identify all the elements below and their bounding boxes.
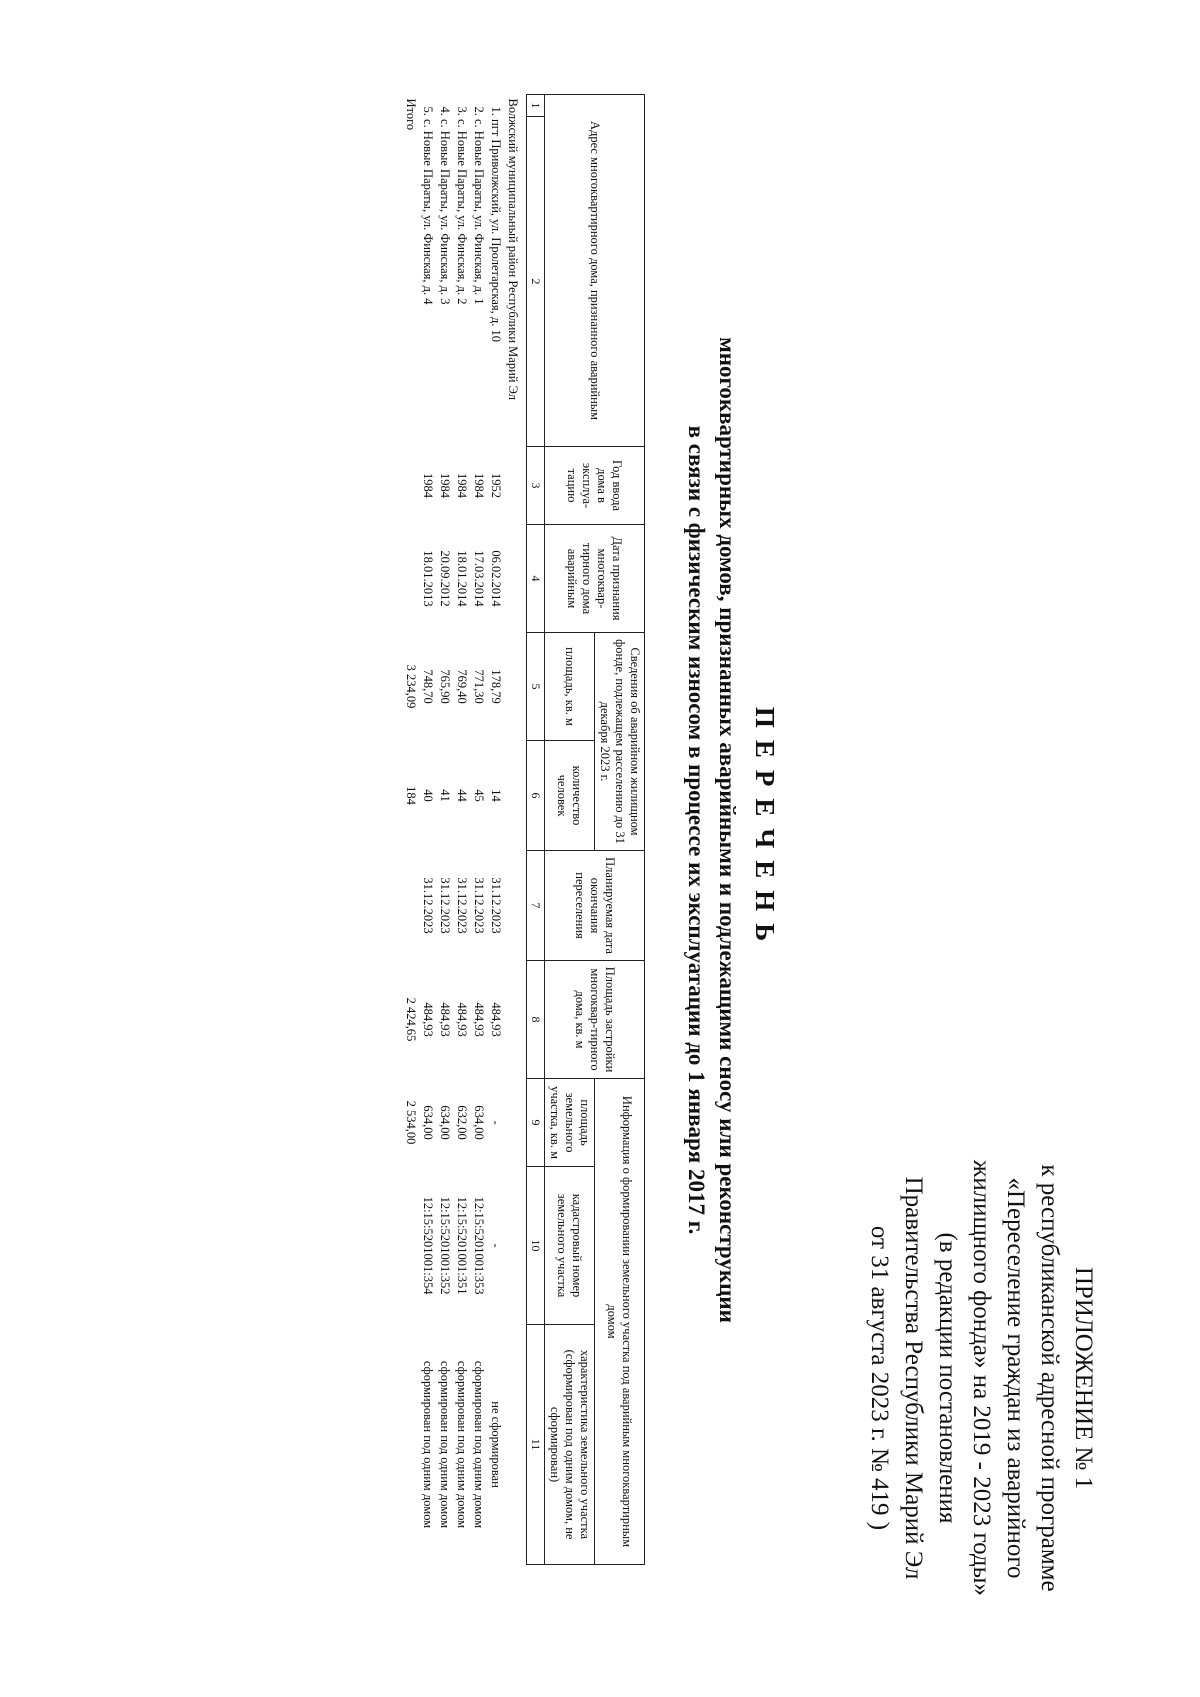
- appendix-line: от 31 августа 2023 г. № 419 ): [866, 1225, 893, 1531]
- header-year: Год ввода дома в эксплуа-тацию: [545, 447, 645, 525]
- row-characteristic: не сформирован: [489, 1401, 503, 1488]
- row-cadastral: 12:15:5201001:354: [421, 1196, 435, 1295]
- row-address: [453, 95, 470, 447]
- total-row: [402, 95, 419, 1565]
- header-people: количество человек: [545, 741, 595, 851]
- region-row: [504, 95, 527, 1565]
- header-date-recognized: Дата признания многоквар-тирного дома аварийным: [545, 525, 645, 633]
- row-planned: 31.12.2023: [489, 877, 503, 934]
- header-area: площадь, кв. м: [545, 633, 595, 741]
- header-row-1: [595, 95, 645, 1565]
- column-number: 7: [527, 851, 545, 961]
- row-cadastral: 12:15:5201001:352: [438, 1196, 452, 1295]
- column-number: 4: [527, 525, 545, 633]
- row-year: 1984: [438, 473, 452, 499]
- row-number: 4.: [438, 106, 452, 116]
- row-building: 484,93: [472, 1002, 486, 1037]
- row-address: [419, 95, 436, 447]
- houses-table: [402, 94, 645, 1565]
- total-land-area: 2 534,00: [404, 1100, 418, 1145]
- column-number: 11: [527, 1325, 545, 1565]
- column-number: 6: [527, 741, 545, 851]
- row-planned: 31.12.2023: [438, 877, 452, 934]
- header-characteristic: характеристика земельного участка (сформирован под одним домом, не сформирован): [545, 1325, 595, 1565]
- row-cadastral: 12:15:5201001:351: [455, 1196, 469, 1295]
- row-year: 1984: [472, 473, 486, 499]
- row-cadastral: -: [489, 1243, 503, 1248]
- appendix-header: [862, 1118, 1100, 1638]
- row-planned: 31.12.2023: [455, 877, 469, 934]
- header-emergency-group: Сведения об аварийном жилищном фонде, подлежащем расселению до 31 декабря 2023 г.: [595, 633, 645, 851]
- table-row: [436, 95, 453, 1565]
- row-address-text: с. Новые Параты, ул. Финская, д. 4: [421, 119, 435, 305]
- row-year: 1952: [489, 473, 503, 499]
- header-planned-date: Планируемая дата окончания переселения: [545, 851, 645, 961]
- row-year: 1984: [421, 473, 435, 499]
- row-address: [487, 95, 504, 447]
- row-date: 06.02.2014: [489, 550, 503, 607]
- header-building-area: Площадь застройки многоквар-тирного дома, кв. м: [545, 961, 645, 1079]
- document-title: [681, 120, 780, 1540]
- row-characteristic: сформирован под одним домом: [455, 1360, 469, 1529]
- row-area: 765,90: [438, 669, 452, 704]
- row-address-text: с. Новые Параты, ул. Финская, д. 2: [455, 119, 469, 305]
- row-land-area: 634,00: [472, 1105, 486, 1140]
- row-address: [436, 95, 453, 447]
- total-label: Итого: [404, 98, 418, 131]
- appendix-line: жилищного фонда» на 2019 - 2023 годы»: [968, 1160, 995, 1596]
- row-cadastral: 12:15:5201001:353: [472, 1196, 486, 1295]
- row-address-text: с. Новые Параты, ул. Финская, д. 3: [438, 119, 452, 305]
- appendix-line: ПРИЛОЖЕНИЕ № 1: [1070, 1266, 1097, 1490]
- table-row: [419, 95, 436, 1565]
- title-heading: ПЕРЕЧЕНЬ: [750, 706, 780, 954]
- row-date: 18.01.2013: [421, 550, 435, 607]
- column-number: 5: [527, 633, 545, 741]
- row-building: 484,93: [455, 1002, 469, 1037]
- appendix-line: «Переселение граждан из аварийного: [1002, 1177, 1029, 1579]
- header-land-area: площадь земельного участка, кв. м: [545, 1079, 595, 1167]
- header-land-group: Информация о формировании земельного участка под аварийным многоквартирным домом: [595, 1079, 645, 1565]
- row-land-area: 632,00: [455, 1105, 469, 1140]
- row-people: 14: [489, 789, 503, 802]
- appendix-line: Правительства Республики Марий Эл: [900, 1176, 927, 1580]
- header-cadastral: кадастровый номер земельного участка: [545, 1167, 595, 1325]
- row-people: 44: [455, 789, 469, 802]
- row-building: 484,93: [438, 1002, 452, 1037]
- row-people: 41: [438, 789, 452, 802]
- column-number: 3: [527, 447, 545, 525]
- row-number: 5.: [421, 106, 435, 116]
- appendix-line: (в редакции постановления: [934, 1232, 961, 1524]
- row-area: 769,40: [455, 669, 469, 704]
- row-address-text: пгт Приволжский, ул. Пролетарская, д. 10: [489, 119, 503, 343]
- row-land-area: -: [489, 1120, 503, 1125]
- column-number: 1: [527, 95, 545, 117]
- column-number: 8: [527, 961, 545, 1079]
- total-area: 3 234,09: [404, 664, 418, 709]
- row-land-area: 634,00: [421, 1105, 435, 1140]
- row-characteristic: сформирован под одним домом: [472, 1360, 486, 1529]
- region-name: Волжский муниципальный район Республики Марий Эл: [506, 98, 520, 400]
- row-people: 40: [421, 789, 435, 802]
- row-date: 17.03.2014: [472, 550, 486, 607]
- column-number: 10: [527, 1167, 545, 1325]
- row-land-area: 634,00: [438, 1105, 452, 1140]
- row-characteristic: сформирован под одним домом: [438, 1360, 452, 1529]
- row-number: 2.: [472, 106, 486, 116]
- appendix-line: к республиканской адресной программе: [1036, 1164, 1063, 1592]
- row-building: 484,93: [489, 1002, 503, 1037]
- row-building: 484,93: [421, 1002, 435, 1037]
- column-number-row: [527, 95, 545, 1565]
- table-row: [487, 95, 504, 1565]
- row-number: 1.: [489, 106, 503, 116]
- table-row: [453, 95, 470, 1565]
- title-line-1: многоквартирных домов, признанных аварийными и подлежащими сносу или реконструкции: [715, 337, 740, 1323]
- row-area: 178,79: [489, 669, 503, 704]
- row-characteristic: сформирован под одним домом: [421, 1360, 435, 1529]
- row-address-text: с. Новые Параты, ул. Финская, д. 1: [472, 119, 486, 305]
- row-planned: 31.12.2023: [421, 877, 435, 934]
- row-planned: 31.12.2023: [472, 877, 486, 934]
- total-building: 2 424,65: [404, 997, 418, 1042]
- row-date: 20.09.2012: [438, 550, 452, 607]
- row-date: 18.01.2014: [455, 550, 469, 607]
- total-people: 184: [404, 786, 418, 805]
- row-people: 45: [472, 789, 486, 802]
- header-address: Адрес многоквартирного дома, признанного аварийным: [545, 95, 645, 447]
- row-area: 748,70: [421, 669, 435, 704]
- row-area: 771,30: [472, 669, 486, 704]
- row-number: 3.: [455, 106, 469, 116]
- title-line-2: в связи с физическим износом в процессе их эксплуатации до 1 января 2017 г.: [684, 425, 709, 1235]
- column-number: 2: [527, 117, 545, 447]
- table-row: [470, 95, 487, 1565]
- column-number: 9: [527, 1079, 545, 1167]
- row-address: [470, 95, 487, 447]
- row-year: 1984: [455, 473, 469, 499]
